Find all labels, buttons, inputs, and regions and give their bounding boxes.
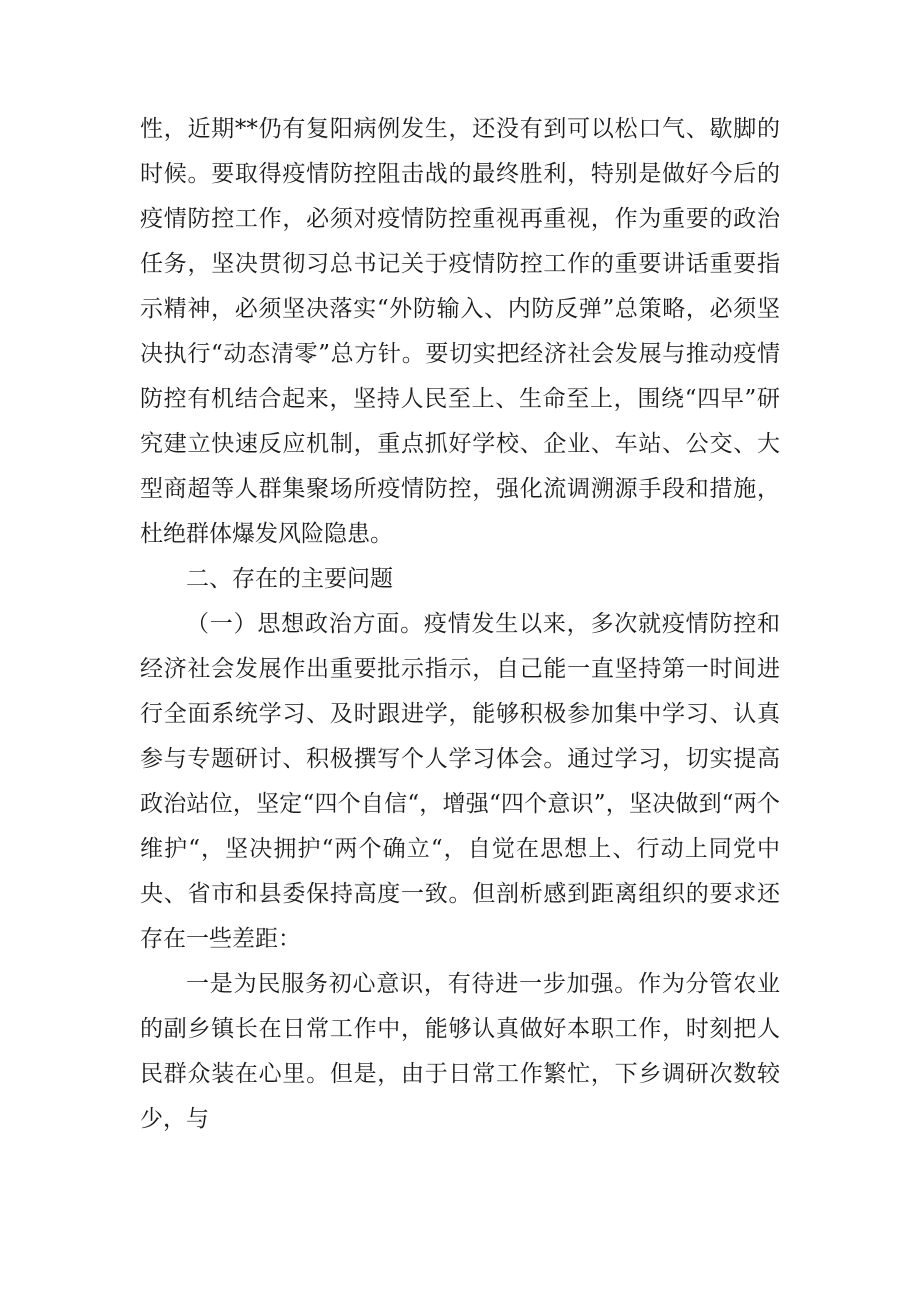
document-body	[140, 107, 780, 1142]
paragraph-epidemic-control: 性，近期**仍有复阳病例发生，还没有到可以松口气、歇脚的时候。要取得疫情防控阻击战的最终胜利，特别是做好今后的疫情防控工作，必须对疫情防控重视再重视，作为重要的政治任务，坚决贯彻习总书记关于疫情防控工作的重要讲话重要指示精神，必须坚决落实“外防输入、内防反弹”总策略，必须坚决执行“动态清零”总方针。要切实把经济社会发展与推动疫情防控有机结合起来，坚持人民至上、生命至上，围绕“四早”研究建立快速反应机制，重点抓好学校、企业、车站、公交、大型商超等人群集聚场所疫情防控，强化流调溯源手段和措施，杜绝群体爆发风险隐患。	[140, 116, 780, 547]
paragraph-ideological-political: （一）思想政治方面。疫情发生以来，多次就疫情防控和经济社会发展作出重要批示指示，自己能一直坚持第一时间进行全面系统学习、及时跟进学，能够积极参加集中学习、认真参与专题研讨、积极撰写个人学习体会。通过学习，切实提高政治站位，坚定“四个自信“，增强“四个意识”，坚决做到“两个维护“，坚决拥护“两个确立“，自觉在思想上、行动上同党中央、省市和县委保持高度一致。但剖析感到距离组织的要求还存在一些差距：	[140, 611, 780, 952]
paragraph-service-awareness: 一是为民服务初心意识，有待进一步加强。作为分管农业的副乡镇长在日常工作中，能够认真做好本职工作，时刻把人民群众装在心里。但是，由于日常工作繁忙，下乡调研次数较少，与	[140, 971, 780, 1132]
section-heading-main-problems: 二、存在的主要问题	[186, 566, 393, 592]
